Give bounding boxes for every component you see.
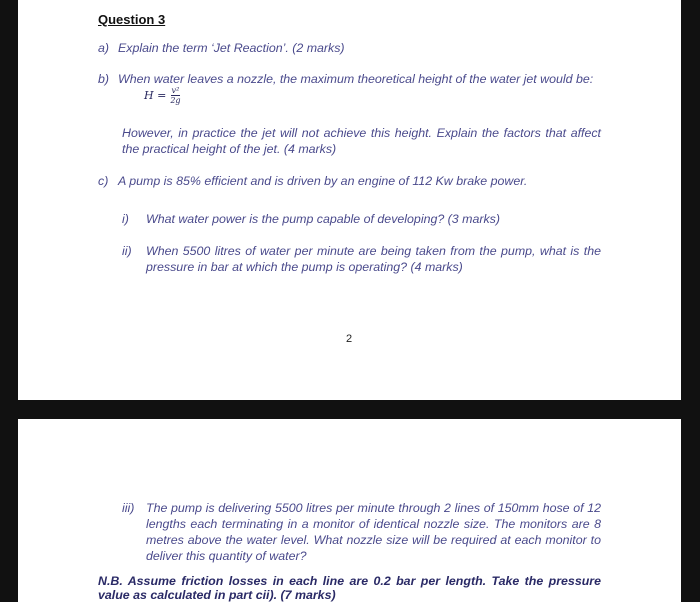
part-c-ii-text: When 5500 litres of water per minute are being taken from the pump, what is the pressure in bar at which the pump is operating? (4 marks) [146, 244, 601, 274]
height-formula [144, 86, 181, 105]
part-c-text: A pump is 85% efficient and is driven by an engine of 112 Kw brake power. [118, 174, 528, 188]
page-number: 2 [346, 333, 353, 345]
formula-denominator: 2g [170, 96, 181, 105]
document-page-top [18, 0, 681, 400]
part-b-followup: However, in practice the jet will not achieve this height. Explain the factors that affect the practical height of the jet. (4 marks) [122, 126, 601, 156]
part-a [98, 40, 345, 56]
part-b-text: When water leaves a nozzle, the maximum theoretical height of the water jet would be: [118, 72, 594, 86]
part-c [98, 173, 527, 189]
friction-note: N.B. Assume friction losses in each line are 0.2 bar per length. Take the pressure value as calculated in part cii). (7 marks) [98, 574, 601, 602]
formula-numerator: v² [171, 86, 180, 95]
part-c-ii-label: ii) [122, 244, 132, 258]
formula-fraction [170, 86, 180, 105]
document-page-bottom [18, 419, 681, 602]
part-a-label: a) [98, 41, 110, 55]
part-c-iii-label: iii) [122, 501, 135, 515]
question-heading: Question 3 [98, 12, 166, 27]
part-a-text: Explain the term ‘Jet Reaction’. (2 marks) [118, 41, 345, 55]
part-b-label: b) [98, 72, 110, 86]
part-c-i [122, 211, 500, 227]
part-c-label: c) [98, 174, 109, 188]
part-c-i-text: What water power is the pump capable of developing? (3 marks) [146, 212, 500, 226]
part-c-i-label: i) [122, 212, 129, 226]
formula-lhs: H = [144, 89, 167, 102]
part-c-iii-text: The pump is delivering 5500 litres per minute through 2 lines of 150mm hose of 12 lengths each terminating in a monitor of identical nozzle size. The monitors are 8 metres above the water level. What nozzle size will be required at each monitor to deliver this quantity of water? [146, 501, 601, 563]
part-b [98, 71, 593, 87]
